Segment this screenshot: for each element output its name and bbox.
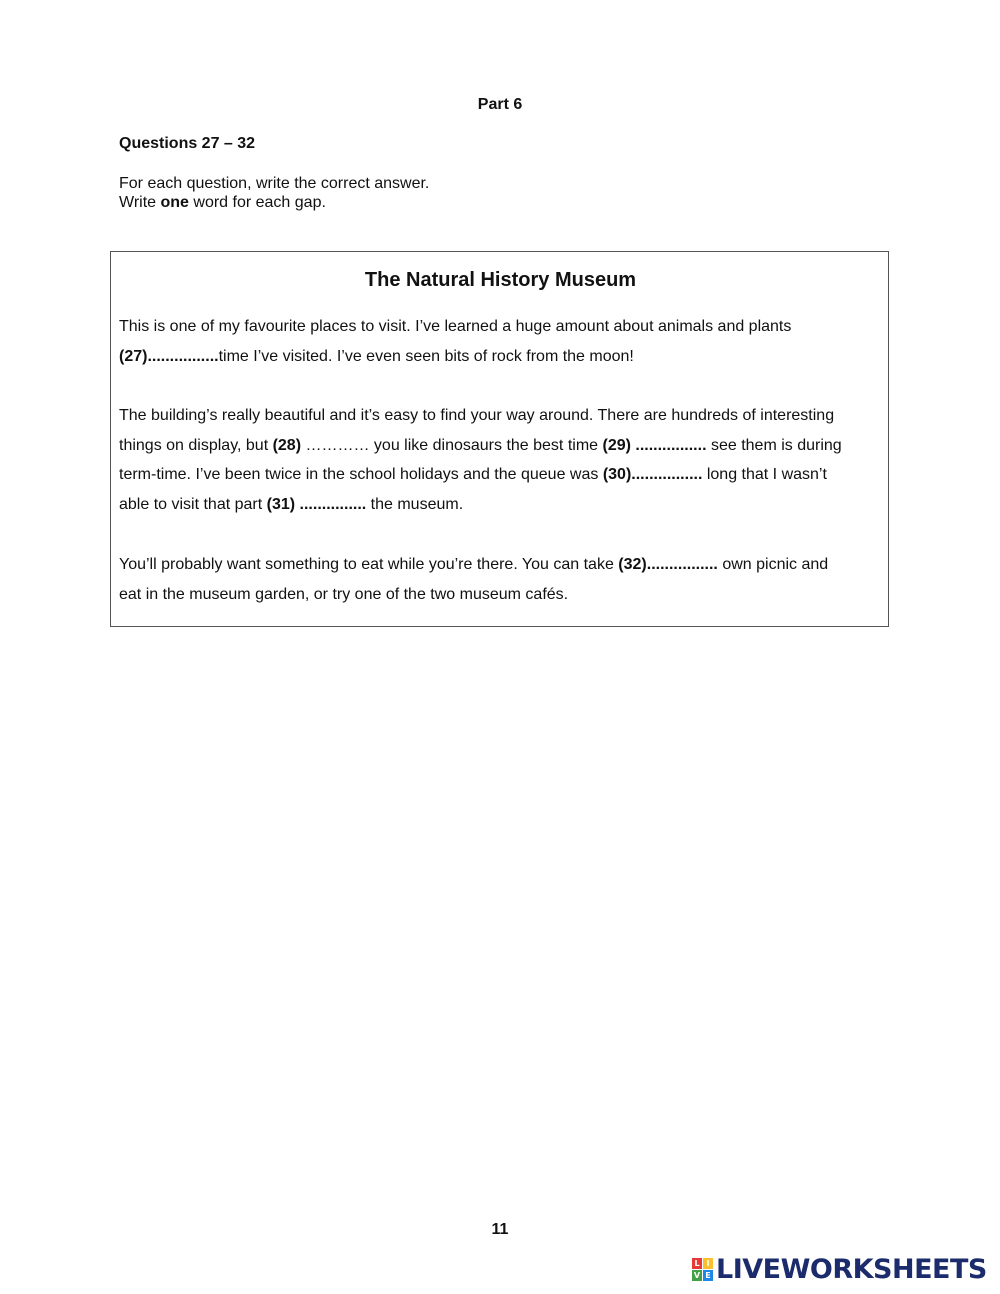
gap-28-dots[interactable]: ………… — [301, 436, 374, 454]
logo-letter: L — [692, 1258, 702, 1269]
gap-27[interactable]: (27)................ — [119, 347, 219, 365]
brand-name: LIVEWORKSHEETS — [716, 1253, 987, 1285]
passage-line: This is one of my favourite places to visit. I’ve learned a huge amount about animals and plants — [119, 318, 792, 335]
passage-title: The Natural History Museum — [364, 269, 637, 291]
part-heading: Part 6 — [477, 96, 523, 113]
instruction-text: Write — [119, 194, 161, 211]
gap-31[interactable]: (31) ............... — [266, 495, 367, 513]
passage-line: The building’s really beautiful and it’s easy to find your way around. There are hundreds of interesting — [119, 407, 835, 424]
passage-line: eat in the museum garden, or try one of the two museum cafés. — [119, 585, 569, 603]
passage-text: long that I wasn’t — [702, 466, 827, 483]
instruction-line-2 — [119, 193, 429, 212]
passage-text: own picnic and — [717, 556, 829, 573]
passage-text: term-time. I’ve been twice in the school holidays and the queue was — [119, 466, 603, 483]
instruction-line-1: For each question, write the correct answer. — [119, 175, 430, 192]
liveworksheets-logo-icon — [692, 1258, 713, 1281]
paragraph-3 — [119, 550, 885, 609]
passage-line — [119, 431, 885, 461]
questions-heading: Questions 27 – 32 — [119, 135, 256, 152]
logo-letter: E — [703, 1270, 713, 1281]
passage-text: see them is during — [706, 436, 842, 454]
passage-text: you like dinosaurs the best time — [373, 436, 603, 454]
passage-line — [119, 490, 885, 520]
passage-text: things on display, but — [119, 436, 273, 454]
instructions — [119, 174, 429, 212]
passage-line — [119, 460, 885, 490]
passage-text: You’ll probably want something to eat while you’re there. You can take — [119, 556, 619, 573]
gap-30[interactable]: (30)................ — [602, 466, 703, 483]
passage-text: the museum. — [366, 495, 464, 513]
page-number: 11 — [491, 1221, 509, 1238]
passage-line — [119, 342, 885, 372]
logo-letter: V — [693, 1270, 701, 1280]
paragraph-2 — [119, 401, 885, 519]
gap-32[interactable]: (32)................ — [618, 556, 718, 573]
passage-box — [110, 251, 889, 627]
gap-29[interactable]: (29) ................ — [602, 436, 707, 454]
liveworksheets-brand — [692, 1252, 987, 1286]
instruction-text: word for each gap. — [188, 194, 326, 211]
passage-text: time I’ve visited. I’ve even seen bits of rock from the moon! — [218, 347, 634, 365]
passage-line — [119, 550, 885, 580]
paragraph-1 — [119, 312, 885, 371]
instruction-emphasis: one — [160, 194, 189, 211]
logo-letter: I — [703, 1258, 713, 1269]
passage-text: able to visit that part — [119, 495, 267, 513]
gap-28[interactable]: (28) — [272, 436, 302, 454]
